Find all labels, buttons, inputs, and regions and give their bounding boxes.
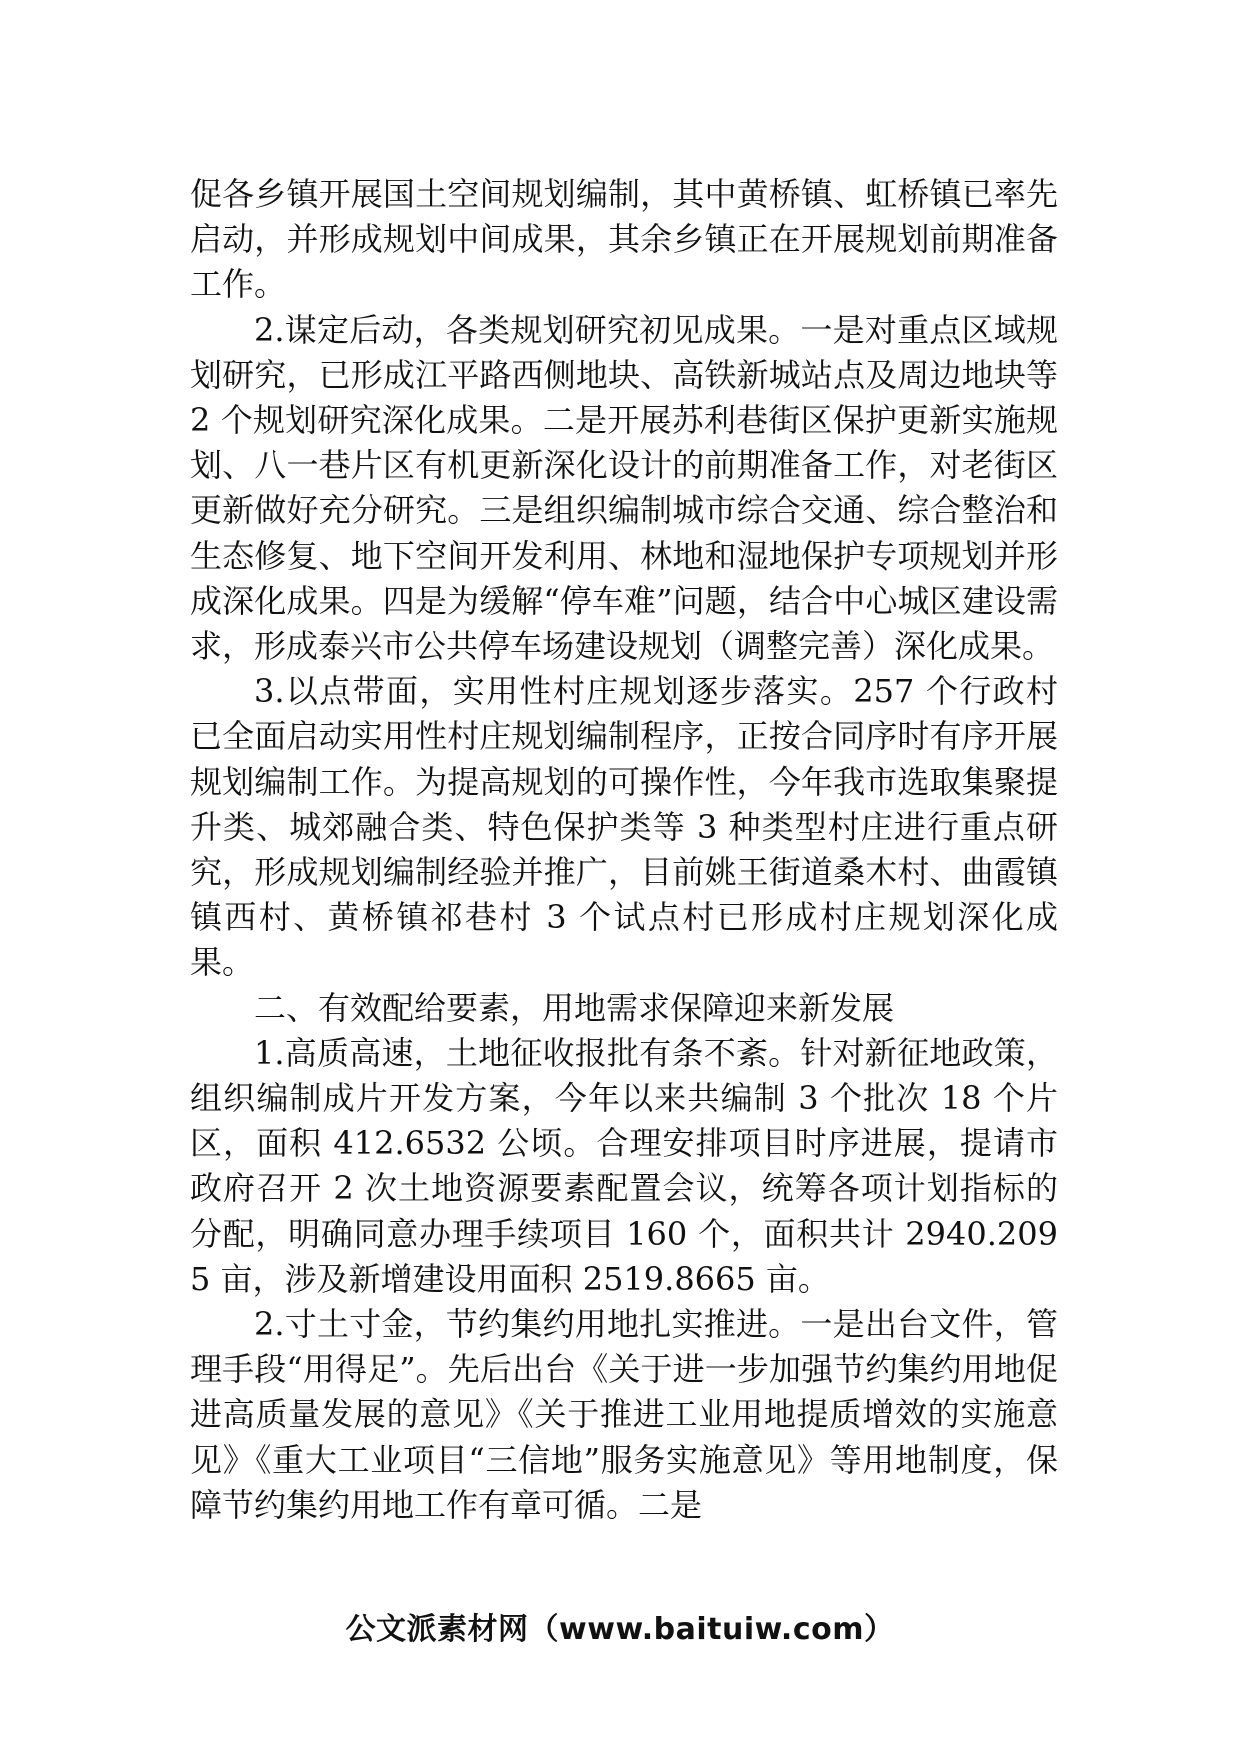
paragraph-land-saving: 2.寸土寸金，节约集约用地扎实推进。一是出台文件，管理手段“用得足”。先后出台《关于进一步加强节约集约用地促进高质量发展的意见》《关于推进工业用地提质增效的实施意见》《重大工业项目“三信地”服务实施意见》等用地制度，保障节约集约用地工作有章可循。二是 [190, 1305, 1058, 1524]
section-heading: 二、有效配给要素，用地需求保障迎来新发展 [254, 988, 895, 1027]
paragraph-village-planning: 3.以点带面，实用性村庄规划逐步落实。257 个行政村已全面启动实用性村庄规划编制程序，正按合同序时有序开展规划编制工作。为提高规划的可操作性，今年我市选取集聚提升类、城郊融合类、特色保护类等 3 种类型村庄进行重点研究，形成规划编制经验并推广，目前姚王街道桑木村、曲霞镇镇西村、黄桥镇祁巷村 3 个试点村已形成村庄规划深化成果。 [190, 672, 1058, 982]
document-body [190, 172, 1058, 1528]
paragraph-continuation: 促各乡镇开展国土空间规划编制，其中黄桥镇、虹桥镇已率先启动，并形成规划中间成果，其余乡镇正在开展规划前期准备工作。 [190, 175, 1058, 304]
paragraph-planning-research: 2.谋定后动，各类规划研究初见成果。一是对重点区域规划研究，已形成江平路西侧地块、高铁新城站点及周边地块等 2 个规划研究深化成果。二是开展苏利巷街区保护更新实施规划、八一巷片区有机更新深化设计的前期准备工作，对老街区更新做好充分研究。三是组织编制城市综合交通、综合整治和生态修复、地下空间开发利用、林地和湿地保护专项规划并形成深化成果。四是为缓解“停车难”问题，结合中心城区建设需求，形成泰兴市公共停车场建设规划（调整完善）深化成果。 [190, 310, 1058, 666]
paragraph-land-approval: 1.高质高速，土地征收报批有条不紊。针对新征地政策，组织编制成片开发方案，今年以来共编制 3 个批次 18 个片区，面积 412.6532 公顷。合理安排项目时序进展，提请市政府召开 2 次土地资源要素配置会议，统筹各项计划指标的分配，明确同意办理手续项目 160 个，面积共计 2940.2095 亩，涉及新增建设用面积 2519.8665 亩。 [190, 1033, 1058, 1298]
watermark-footer: 公文派素材网（www.baituiw.com） [345, 1612, 895, 1647]
